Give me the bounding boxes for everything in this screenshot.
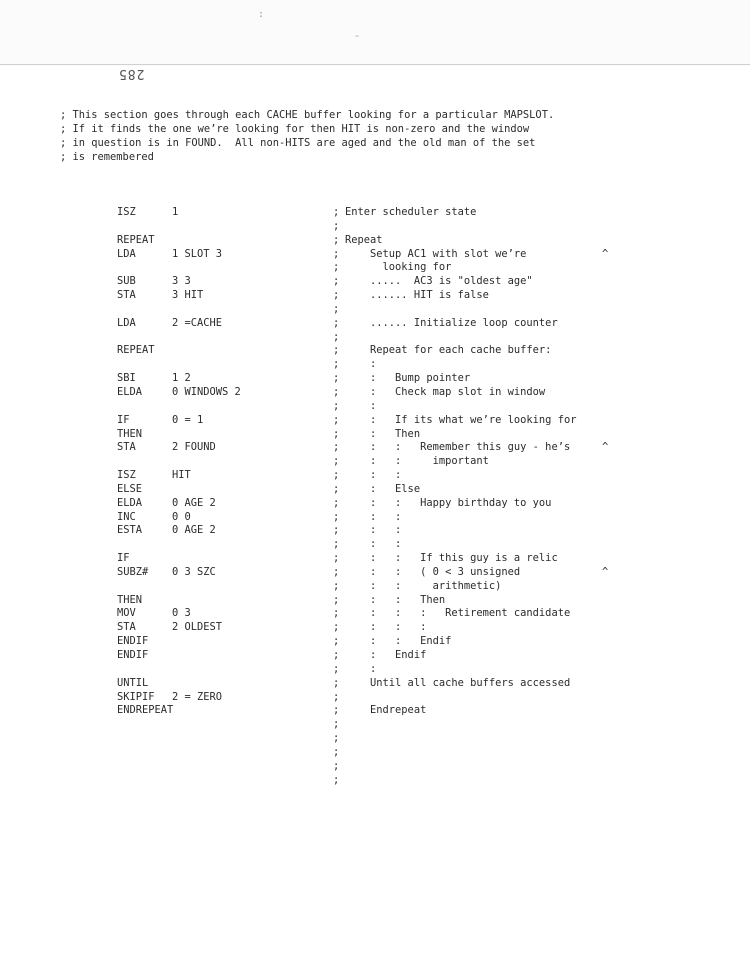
opcode: SKIPIF — [117, 690, 155, 703]
comment-text: : : Endif — [345, 635, 452, 648]
code-line — [0, 566, 750, 580]
comment-text: ...... Initialize loop counter — [345, 316, 558, 329]
comment-marker: ; — [333, 455, 340, 468]
intro-line: ; This section goes through each CACHE buffer looking for a particular MAPSLOT. — [60, 109, 555, 121]
comment-marker: ; — [333, 593, 340, 606]
code-line — [0, 635, 750, 649]
code-line — [0, 524, 750, 538]
code-line — [0, 248, 750, 262]
operand: 3 3 — [172, 275, 191, 288]
code-line — [0, 358, 750, 372]
comment-text: ...... HIT is false — [345, 289, 489, 302]
code-line — [0, 746, 750, 760]
opcode: ENDREPEAT — [117, 704, 174, 717]
operand: 1 SLOT 3 — [172, 247, 223, 260]
comment-text: : : — [345, 510, 402, 523]
comment-text: : : If this guy is a relic — [345, 552, 558, 565]
comment-text: Endrepeat — [345, 704, 427, 717]
comment-marker: ; — [333, 399, 340, 412]
comment-marker: ; — [333, 524, 340, 537]
comment-text: : Bump pointer — [345, 372, 471, 385]
code-line — [0, 677, 750, 691]
code-line — [0, 649, 750, 663]
code-line — [0, 400, 750, 414]
comment-marker: ; — [333, 372, 340, 385]
comment-text: : : Remember this guy - he’s — [345, 441, 571, 454]
opcode: INC — [117, 510, 136, 523]
comment-marker: ; — [333, 316, 340, 329]
comment-marker: ; — [333, 704, 340, 717]
opcode: STA — [117, 621, 136, 634]
comment-text: : — [345, 399, 377, 412]
code-line — [0, 691, 750, 705]
comment-text: : — [345, 358, 377, 371]
opcode: ENDIF — [117, 649, 149, 661]
comment-marker: ; — [333, 732, 340, 745]
comment-text: : : important — [345, 455, 489, 468]
comment-text: : : arithmetic) — [345, 579, 502, 592]
comment-text: : : ( 0 < 3 unsigned — [345, 565, 521, 578]
operand: 1 2 — [172, 372, 191, 385]
comment-text: looking for — [345, 261, 452, 274]
comment-marker: ; — [333, 773, 340, 786]
comment-marker: ; — [333, 565, 340, 578]
comment-text: Enter scheduler state — [345, 206, 477, 218]
code-line — [0, 289, 750, 303]
opcode: REPEAT — [117, 233, 155, 246]
comment-text: : : : Retirement candidate — [345, 607, 571, 620]
code-line — [0, 774, 750, 788]
opcode: ISZ — [117, 469, 136, 482]
code-line — [0, 372, 750, 386]
opcode: THEN — [117, 427, 143, 440]
code-line — [0, 607, 750, 621]
comment-marker: ; — [333, 552, 340, 565]
comment-marker: ; — [333, 745, 340, 758]
comment-marker: ; — [333, 330, 340, 343]
comment-text: : : Then — [345, 593, 446, 606]
intro-line: ; is remembered — [60, 151, 154, 163]
operand: 2 OLDEST — [172, 621, 223, 634]
comment-text: : : — [345, 524, 402, 537]
comment-marker: ; — [333, 206, 340, 218]
comment-text: : : : — [345, 621, 427, 634]
comment-text: : : Happy birthday to you — [345, 496, 552, 509]
operand: 1 — [172, 206, 179, 218]
opcode: MOV — [117, 607, 136, 620]
code-line — [0, 732, 750, 746]
operand: 2 =CACHE — [172, 316, 223, 329]
code-line — [0, 455, 750, 469]
code-line — [0, 206, 750, 220]
stray-mark: ˜ — [354, 35, 361, 46]
code-line — [0, 303, 750, 317]
code-line — [0, 331, 750, 345]
caret-mark: ^ — [602, 247, 609, 260]
opcode: ELDA — [117, 385, 143, 398]
comment-text: Setup AC1 with slot we’re — [345, 247, 527, 260]
comment-marker: ; — [333, 344, 340, 357]
comment-marker: ; — [333, 385, 340, 398]
code-line — [0, 220, 750, 234]
operand: 0 3 — [172, 607, 191, 620]
comment-marker: ; — [333, 579, 340, 592]
code-line — [0, 414, 750, 428]
code-line — [0, 580, 750, 594]
comment-text: : Else — [345, 482, 421, 495]
comment-marker: ; — [333, 635, 340, 648]
operand: 0 = 1 — [172, 413, 204, 426]
opcode: ENDIF — [117, 635, 149, 648]
opcode: ESTA — [117, 524, 143, 537]
opcode: UNTIL — [117, 676, 149, 689]
comment-marker: ; — [333, 233, 340, 246]
comment-text: : Endif — [345, 649, 427, 661]
intro-line: ; If it finds the one we’re looking for then HIT is non-zero and the window — [60, 123, 530, 135]
comment-marker: ; — [333, 275, 340, 288]
comment-marker: ; — [333, 247, 340, 260]
comment-marker: ; — [333, 413, 340, 426]
opcode: SUB — [117, 275, 136, 288]
intro-line: ; in question is in FOUND. All non-HITS are aged and the old man of the set — [60, 137, 536, 149]
opcode: SUBZ# — [117, 565, 149, 578]
code-line — [0, 275, 750, 289]
top-page-strip — [0, 0, 750, 66]
code-line — [0, 234, 750, 248]
opcode: IF — [117, 552, 130, 565]
comment-marker: ; — [333, 219, 340, 232]
code-line — [0, 538, 750, 552]
opcode: LDA — [117, 247, 136, 260]
code-line — [0, 594, 750, 608]
stray-mark: : — [258, 9, 265, 20]
opcode: IF — [117, 413, 130, 426]
operand: HIT — [172, 469, 191, 482]
opcode: REPEAT — [117, 344, 155, 357]
code-line — [0, 704, 750, 718]
code-line — [0, 497, 750, 511]
comment-marker: ; — [333, 538, 340, 551]
opcode: SBI — [117, 372, 136, 385]
code-listing — [0, 206, 750, 787]
opcode: THEN — [117, 593, 143, 606]
code-line — [0, 261, 750, 275]
caret-mark: ^ — [602, 565, 609, 578]
comment-marker: ; — [333, 358, 340, 371]
comment-text: Until all cache buffers accessed — [345, 676, 571, 689]
comment-text: ..... AC3 is "oldest age" — [345, 275, 533, 288]
operand: 2 FOUND — [172, 441, 216, 454]
operand: 0 3 SZC — [172, 565, 216, 578]
opcode: ISZ — [117, 206, 136, 218]
comment-marker: ; — [333, 289, 340, 302]
code-line — [0, 344, 750, 358]
page-number: 285 — [118, 66, 145, 81]
caret-mark: ^ — [602, 441, 609, 454]
operand: 2 = ZERO — [172, 690, 223, 703]
code-line — [0, 483, 750, 497]
comment-marker: ; — [333, 759, 340, 772]
comment-marker: ; — [333, 649, 340, 661]
page-edge — [0, 64, 750, 65]
opcode: ELSE — [117, 482, 143, 495]
comment-marker: ; — [333, 469, 340, 482]
operand: 0 0 — [172, 510, 191, 523]
comment-text: : : — [345, 538, 402, 551]
code-line — [0, 760, 750, 774]
code-line — [0, 317, 750, 331]
comment-marker: ; — [333, 496, 340, 509]
comment-marker: ; — [333, 482, 340, 495]
comment-marker: ; — [333, 662, 340, 675]
comment-text: Repeat for each cache buffer: — [345, 344, 552, 357]
comment-marker: ; — [333, 676, 340, 689]
code-line — [0, 441, 750, 455]
comment-marker: ; — [333, 441, 340, 454]
comment-text: : : — [345, 469, 402, 482]
code-line — [0, 621, 750, 635]
opcode: ELDA — [117, 496, 143, 509]
comment-marker: ; — [333, 621, 340, 634]
code-line — [0, 386, 750, 400]
code-line — [0, 718, 750, 732]
comment-text: : — [345, 662, 377, 675]
comment-marker: ; — [333, 302, 340, 315]
operand: 3 HIT — [172, 289, 204, 302]
intro-comment-block — [60, 108, 554, 164]
comment-text: : Then — [345, 427, 421, 440]
operand: 0 AGE 2 — [172, 524, 216, 537]
opcode: STA — [117, 289, 136, 302]
comment-text: : Check map slot in window — [345, 385, 546, 398]
comment-marker: ; — [333, 607, 340, 620]
comment-text: Repeat — [345, 233, 383, 246]
operand: 0 AGE 2 — [172, 496, 216, 509]
comment-marker: ; — [333, 690, 340, 703]
code-line — [0, 469, 750, 483]
opcode: LDA — [117, 316, 136, 329]
operand: 0 WINDOWS 2 — [172, 385, 241, 398]
comment-marker: ; — [333, 427, 340, 440]
comment-marker: ; — [333, 718, 340, 731]
comment-marker: ; — [333, 510, 340, 523]
comment-text: : If its what we’re looking for — [345, 413, 577, 426]
code-line — [0, 552, 750, 566]
comment-marker: ; — [333, 261, 340, 274]
code-line — [0, 428, 750, 442]
code-line — [0, 511, 750, 525]
code-line — [0, 663, 750, 677]
opcode: STA — [117, 441, 136, 454]
